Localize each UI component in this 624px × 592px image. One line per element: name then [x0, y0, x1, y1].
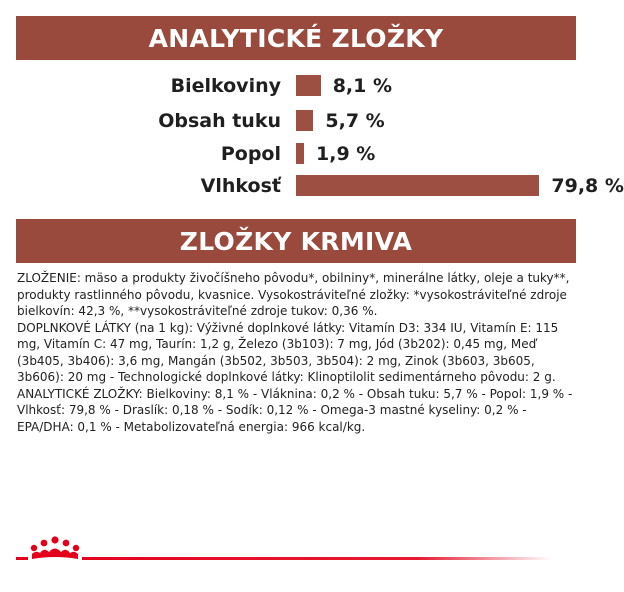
chart-value-label: 1,9 %	[316, 143, 376, 165]
chart-category-label: Obsah tuku	[158, 110, 281, 132]
chart-category-label: Vlhkosť	[200, 175, 281, 197]
feed-composition-title: ZLOŽKY KRMIVA	[179, 226, 413, 256]
chart-category-label: Popol	[220, 143, 281, 165]
chart-row	[0, 139, 592, 169]
additives-paragraph: DOPLNKOVÉ LÁTKY (na 1 kg): Výživné doplnkové látky: Vitamín D3: 334 IU, Vitamín E: 115 mg, Vitamín C: 47 mg, Taurín: 1,2 g, Železo (3b103): 7 mg, Jód (3b202): 0,45 mg, Meď (3b405, 3b406): 3,6 mg, Mangán (3b502, 3b503, 3b504): 2 mg, Zinok (3b603, 3b605, 3b606): 20 mg - Technologické doplnkové látky: Klinoptilolit sedimentárneho pôvodu: 2 g.	[17, 320, 559, 384]
chart-value-label: 5,7 %	[325, 110, 385, 132]
chart-bar	[296, 75, 321, 96]
feed-composition-header	[16, 219, 576, 263]
brand-gradient-line	[16, 557, 552, 560]
composition-paragraph: ZLOŽENIE: mäso a produkty živočíšneho pôvodu*, obilniny*, minerálne látky, oleje a tuky**, produkty rastlinného pôvodu, kvasnice. Vysokostráviteľné zložky: *vysokostráviteľné zdroje bielkovín: 42,3 %, **vysokostráviteľné zdroje tukov: 0,36 %.	[17, 271, 570, 318]
chart-row	[0, 71, 592, 101]
chart-row	[0, 171, 624, 201]
chart-bar	[296, 143, 304, 164]
analytical-paragraph: ANALYTICKÉ ZLOŽKY: Bielkoviny: 8,1 % - Vláknina: 0,2 % - Obsah tuku: 5,7 % - Popol: 1,9 % - Vlhkosť: 79,8 % - Draslík: 0,18 % - Sodík: 0,12 % - Omega-3 mastné kyseliny: 0,2 % - EPA/DHA: 0,1 % - Metabolizovateľná energia: 966 kcal/kg.	[17, 386, 573, 434]
composition-text	[17, 270, 579, 435]
royal-canin-crown-icon	[28, 534, 82, 566]
chart-row	[0, 106, 592, 136]
analytical-components-header	[16, 16, 576, 60]
chart-value-label: 8,1 %	[332, 75, 393, 97]
chart-bar	[296, 110, 313, 131]
chart-bar	[296, 175, 539, 196]
analytical-components-title: ANALYTICKÉ ZLOŽKY	[148, 23, 444, 53]
chart-value-label: 79,8 %	[551, 175, 624, 197]
chart-category-label: Bielkoviny	[170, 75, 281, 97]
